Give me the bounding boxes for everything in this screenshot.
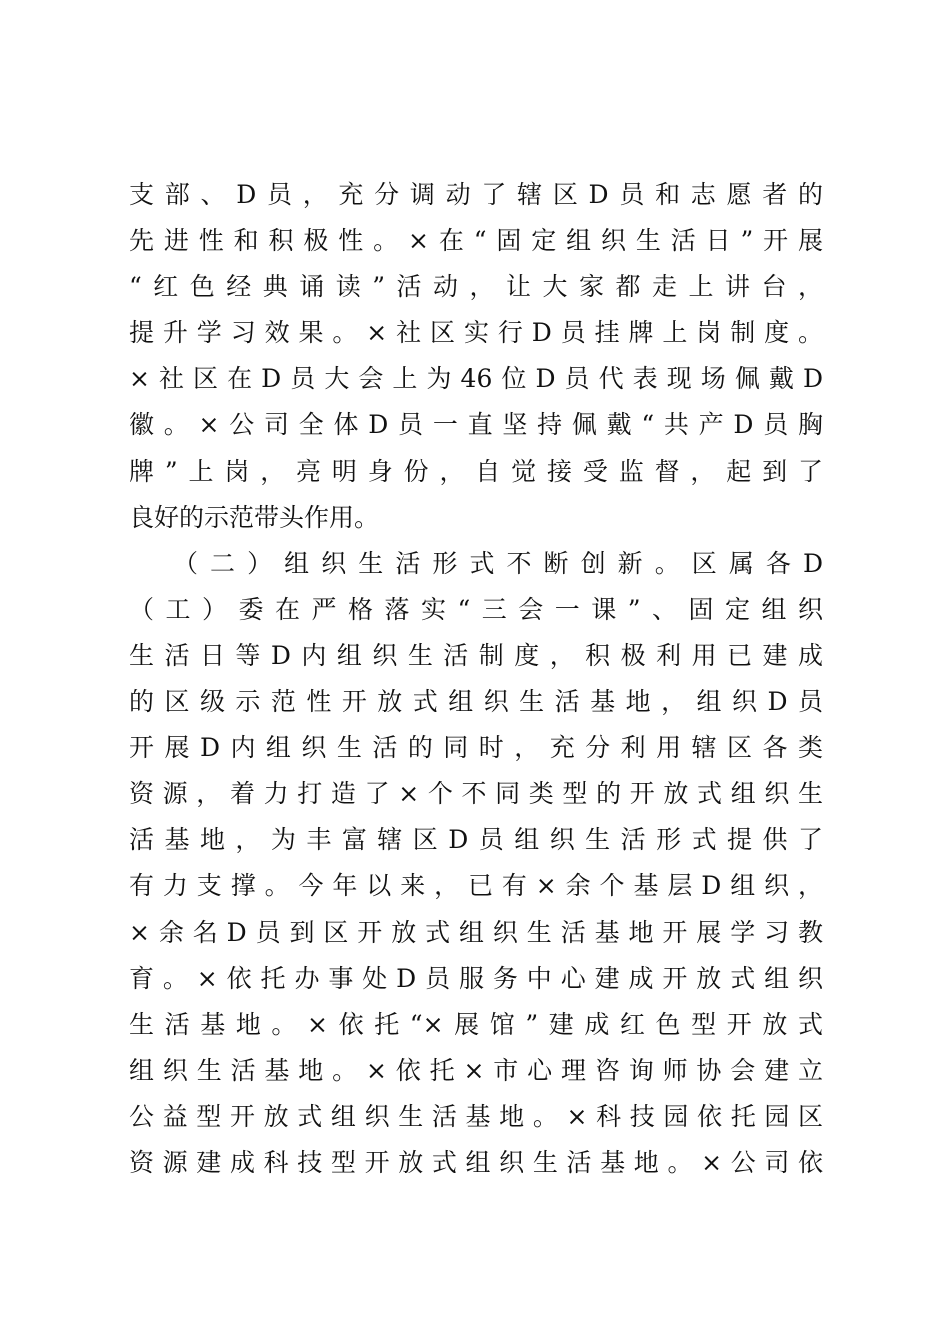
text-line: 支部、D员，充分调动了辖区D员和志愿者的 [129, 180, 823, 209]
text-line: 公益型开放式组织生活基地。×科技园依托园区 [129, 1101, 823, 1131]
text-line: 生活日等D内组织生活制度，积极利用已建成 [129, 640, 823, 670]
text-line: 开展D内组织生活的同时，充分利用辖区各类 [129, 733, 823, 763]
text-line: 提升学习效果。×社区实行D员挂牌上岗制度。 [129, 318, 823, 348]
text-line: 的区级示范性开放式组织生活基地，组织D员 [129, 687, 823, 717]
text-line: 组织生活基地。×依托×市心理咨询师协会建立 [129, 1055, 823, 1085]
text-line: （工）委在严格落实“三会一课”、固定组织 [129, 594, 823, 624]
body-text [129, 172, 823, 1186]
text-line: “红色经典诵读”活动，让大家都走上讲台， [129, 272, 823, 302]
paragraph-end-line: 良好的示范带头作用。 [129, 502, 380, 532]
text-line: 活基地，为丰富辖区D员组织生活形式提供了 [129, 825, 823, 855]
text-line: 牌”上岗，亮明身份，自觉接受监督，起到了 [129, 456, 823, 486]
text-line: 育。×依托办事处D员服务中心建成开放式组织 [129, 963, 823, 993]
text-line: 资源，着力打造了×个不同类型的开放式组织生 [129, 779, 823, 809]
section-heading-line: （二）组织生活形式不断创新。区属各D [173, 548, 823, 578]
text-line: ×社区在D员大会上为46位D员代表现场佩戴D [129, 364, 823, 394]
text-line: ×余名D员到区开放式组织生活基地开展学习教 [129, 917, 823, 947]
text-line: 资源建成科技型开放式组织生活基地。×公司依 [129, 1147, 823, 1177]
text-line: 有力支撑。今年以来，已有×余个基层D组织， [129, 871, 823, 901]
text-line: 生活基地。×依托“×展馆”建成红色型开放式 [129, 1009, 823, 1039]
text-line: 先进性和积极性。×在“固定组织生活日”开展 [129, 226, 823, 256]
text-line: 徽。×公司全体D员一直坚持佩戴“共产D员胸 [129, 410, 823, 440]
